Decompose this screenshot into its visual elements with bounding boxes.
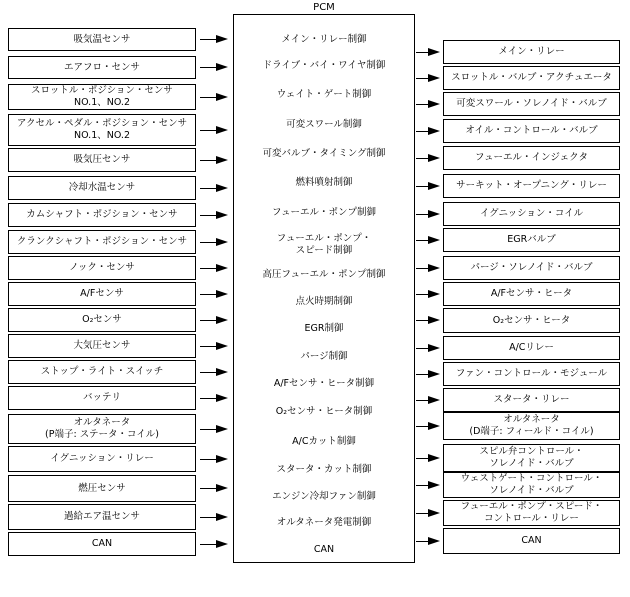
pcm-control-label: 可変バルブ・タイミング制御 xyxy=(262,148,386,159)
input-box: 過給エア温センサ xyxy=(8,504,196,530)
output-box: パージ・ソレノイド・バルブ xyxy=(443,256,620,280)
input-arrow xyxy=(200,238,228,247)
pcm-control-label: 高圧フューエル・ポンプ制御 xyxy=(262,269,386,280)
pcm-control-label: パージ制御 xyxy=(300,351,348,362)
pcm-control-label: A/Cカット制御 xyxy=(292,436,356,447)
output-arrow xyxy=(416,100,440,109)
output-box: A/Cリレー xyxy=(443,336,620,360)
pcm-control-label: オルタネータ発電制御 xyxy=(276,517,372,528)
output-arrow xyxy=(416,182,440,191)
input-box: CAN xyxy=(8,532,196,556)
input-box: ノック・センサ xyxy=(8,256,196,280)
pcm-control-label: フューエル・ポンプ・ スピード制御 xyxy=(276,233,372,256)
input-arrow xyxy=(200,264,228,273)
input-arrow xyxy=(200,184,228,193)
output-arrow xyxy=(416,422,440,431)
output-arrow xyxy=(416,396,440,405)
input-box: 大気圧センサ xyxy=(8,334,196,358)
input-box: バッテリ xyxy=(8,386,196,410)
output-box: ウェストゲート・コントロール・ ソレノイド・バルブ xyxy=(443,472,620,498)
pcm-control-label: ウェイト・ゲート制御 xyxy=(276,89,372,100)
output-box: フューエル・ポンプ・スピード・ コントロール・リレー xyxy=(443,500,620,526)
output-arrow xyxy=(416,74,440,83)
output-box: フューエル・インジェクタ xyxy=(443,146,620,170)
input-box: スロットル・ポジション・センサ NO.1、NO.2 xyxy=(8,84,196,110)
pcm-control-label: フューエル・ポンプ制御 xyxy=(271,207,377,218)
input-arrow xyxy=(200,316,228,325)
pcm-control-label: 点火時期制御 xyxy=(295,296,353,307)
output-arrow xyxy=(416,48,440,57)
pcm-control-label: スタータ・カット制御 xyxy=(276,464,372,475)
output-box: メイン・リレー xyxy=(443,40,620,64)
input-box: ストップ・ライト・スイッチ xyxy=(8,360,196,384)
input-arrow xyxy=(200,211,228,220)
input-box: A/Fセンサ xyxy=(8,282,196,306)
input-arrow xyxy=(200,63,228,72)
pcm-control-label: 可変スワール制御 xyxy=(286,119,362,130)
input-box: O₂センサ xyxy=(8,308,196,332)
pcm-control-label: EGR制御 xyxy=(304,323,344,334)
output-box: イグニッション・コイル xyxy=(443,202,620,226)
pcm-control-label: 燃料噴射制御 xyxy=(295,177,353,188)
input-box: 吸気圧センサ xyxy=(8,148,196,172)
output-box: サーキット・オープニング・リレー xyxy=(443,174,620,198)
output-arrow xyxy=(416,290,440,299)
output-arrow xyxy=(416,210,440,219)
output-box: O₂センサ・ヒータ xyxy=(443,308,620,333)
input-box: イグニッション・リレー xyxy=(8,446,196,472)
input-arrow xyxy=(200,455,228,464)
input-box: 冷却水温センサ xyxy=(8,176,196,200)
output-box: オイル・コントロール・バルブ xyxy=(443,119,620,143)
output-arrow xyxy=(416,344,440,353)
input-arrow xyxy=(200,35,228,44)
output-box: A/Fセンサ・ヒータ xyxy=(443,282,620,306)
output-arrow xyxy=(416,370,440,379)
output-box: EGRバルブ xyxy=(443,228,620,252)
pcm-control-label: メイン・リレー制御 xyxy=(281,34,367,45)
pcm-control-label: O₂センサ・ヒータ制御 xyxy=(275,406,373,417)
output-arrow xyxy=(416,154,440,163)
output-box: オルタネータ (D端子: フィールド・コイル) xyxy=(443,412,620,440)
output-arrow xyxy=(416,316,440,325)
output-box: ファン・コントロール・モジュール xyxy=(443,362,620,386)
input-box: アクセル・ペダル・ポジション・センサ NO.1、NO.2 xyxy=(8,114,196,146)
output-box: スタータ・リレー xyxy=(443,388,620,412)
output-arrow xyxy=(416,236,440,245)
input-arrow xyxy=(200,290,228,299)
input-arrow xyxy=(200,126,228,135)
output-arrow xyxy=(416,537,440,546)
input-arrow xyxy=(200,425,228,434)
pcm-control-label: A/Fセンサ・ヒータ制御 xyxy=(273,378,375,389)
output-box: スロットル・バルブ・アクチュエータ xyxy=(443,66,620,90)
input-box: 吸気温センサ xyxy=(8,28,196,51)
input-arrow xyxy=(200,394,228,403)
output-box: CAN xyxy=(443,528,620,554)
output-box: 可変スワール・ソレノイド・バルブ xyxy=(443,92,620,116)
input-box: クランクシャフト・ポジション・センサ xyxy=(8,230,196,254)
input-arrow xyxy=(200,368,228,377)
pcm-control-label: エンジン冷却ファン制御 xyxy=(272,491,376,502)
input-box: エアフロ・センサ xyxy=(8,56,196,79)
pcm-title: PCM xyxy=(313,2,335,13)
input-box: 燃圧センサ xyxy=(8,475,196,502)
output-box: スピル弁コントロール・ ソレノイド・バルブ xyxy=(443,444,620,472)
output-arrow xyxy=(416,481,440,490)
pcm-control-label: CAN xyxy=(313,544,335,555)
input-arrow xyxy=(200,156,228,165)
input-box: カムシャフト・ポジション・センサ xyxy=(8,203,196,227)
output-arrow xyxy=(416,264,440,273)
input-arrow xyxy=(200,342,228,351)
input-arrow xyxy=(200,93,228,102)
input-box: オルタネータ (P端子: ステータ・コイル) xyxy=(8,414,196,444)
pcm-control-label: ドライブ・バイ・ワイヤ制御 xyxy=(262,60,386,71)
output-arrow xyxy=(416,127,440,136)
input-arrow xyxy=(200,484,228,493)
output-arrow xyxy=(416,454,440,463)
input-arrow xyxy=(200,540,228,549)
input-arrow xyxy=(200,513,228,522)
output-arrow xyxy=(416,509,440,518)
